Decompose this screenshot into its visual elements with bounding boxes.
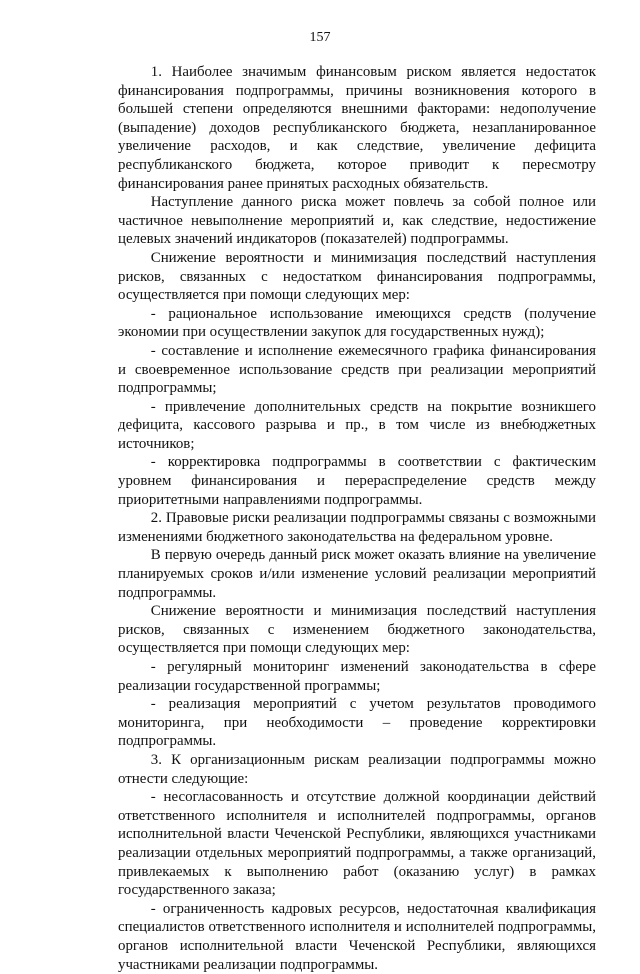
paragraph-financial-risk: 1. Наиболее значимым финансовым риском является недостаток финансирования подпрограммы, причины возникновения которого в большей степени определяются внешними факторами: недополучение (выпадение) доходов республиканского бюджета, незапланированное увеличение расходов, и как следствие, увеличение дефицита республиканского бюджета, которое приводит к пересмотру финансирования ранее принятых расходных обязательств. [118, 64, 596, 192]
paragraph-risk-consequence: Наступление данного риска может повлечь за собой полное или частичное невыполнение мероприятий и, как следствие, недостижение целевых значений индикаторов (показателей) подпрограммы. [118, 194, 596, 248]
paragraph-organizational-risk: 3. К организационным рискам реализации подпрограммы можно отнести следующие: [118, 751, 596, 787]
list-item: - реализация мероприятий с учетом результатов проводимого мониторинга, при необходимости – проведение корректировки подпрограммы. [118, 696, 596, 750]
list-item: - несогласованность и отсутствие должной координации действий ответственного исполнителя и исполнителей подпрограммы, органов исполнительной власти Чеченской Республики, являющихся участниками реализации отдельных мероприятий подпрограммы, а также организаций, привлекаемых к выполнению работ (оказанию услуг) в рамках государственного заказа; [118, 789, 596, 899]
document-body [118, 63, 596, 974]
list-item: - регулярный мониторинг изменений законодательства в сфере реализации государственной программы; [118, 659, 596, 694]
paragraph-legal-mitigation-intro: Снижение вероятности и минимизация последствий наступления рисков, связанных с изменением бюджетного законодательства, осуществляется при помощи следующих мер: [118, 603, 596, 657]
paragraph-mitigation-intro: Снижение вероятности и минимизация последствий наступления рисков, связанных с недостатком финансирования подпрограммы, осуществляется при помощи следующих мер: [118, 249, 596, 304]
paragraph-legal-risk-impact: В первую очередь данный риск может оказать влияние на увеличение планируемых сроков и/или изменение условий реализации мероприятий подпрограммы. [118, 547, 596, 601]
list-item: - рациональное использование имеющихся средств (получение экономии при осуществлении закупок для государственных нужд); [118, 305, 596, 341]
list-item: - корректировка подпрограммы в соответствии с фактическим уровнем финансирования и перераспределение средств между приоритетными направлениями подпрограммы. [118, 454, 596, 508]
page-number: 157 [309, 30, 331, 45]
list-item: - привлечение дополнительных средств на покрытие возникшего дефицита, кассового разрыва и пр., в том числе из внебюджетных источников; [118, 398, 596, 452]
list-item: - составление и исполнение ежемесячного графика финансирования и своевременное использование средств при реализации мероприятий подпрограммы; [118, 342, 596, 397]
paragraph-legal-risk: 2. Правовые риски реализации подпрограммы связаны с возможными изменениями бюджетного законодательства на федеральном уровне. [118, 510, 596, 545]
list-item: - ограниченность кадровых ресурсов, недостаточная квалификация специалистов ответственного исполнителя и исполнителей подпрограммы, органов исполнительной власти Чеченской Республики, являющихся участниками реализации подпрограммы. [118, 900, 596, 973]
